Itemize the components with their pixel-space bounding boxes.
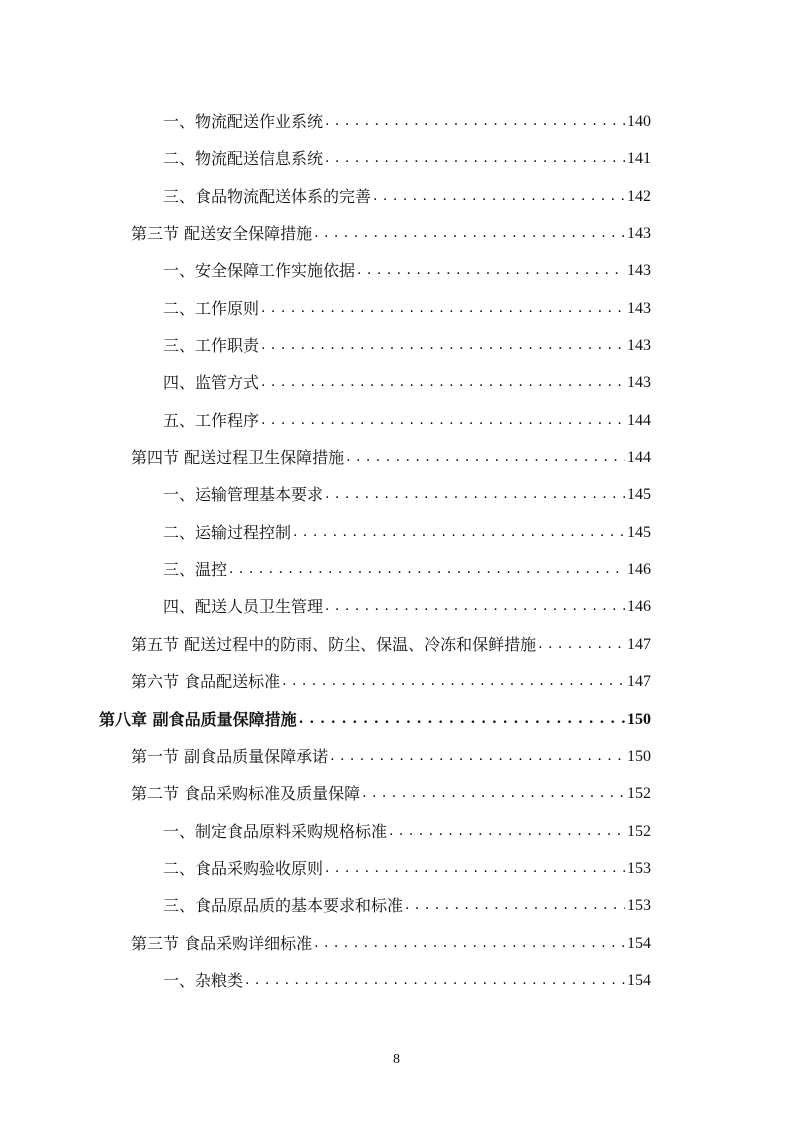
- toc-dot-leader: [330, 738, 625, 775]
- toc-dot-leader: [405, 887, 625, 924]
- toc-chapter-entry[interactable]: [0, 701, 651, 738]
- toc-entry-title: 一、制定食品原料采购规格标准: [163, 821, 388, 841]
- toc-dot-leader: [261, 290, 625, 327]
- toc-entry-title: 三、食品物流配送体系的完善: [163, 186, 372, 206]
- toc-entry-title: 第四节 配送过程卫生保障措施: [131, 448, 345, 468]
- toc-dot-leader: [325, 476, 625, 513]
- toc-dot-leader: [229, 551, 625, 588]
- toc-dot-leader: [261, 402, 625, 439]
- toc-dot-leader: [346, 439, 625, 476]
- toc-entry-title: 一、安全保障工作实施依据: [163, 261, 356, 281]
- toc-item-entry[interactable]: [0, 103, 651, 140]
- toc-entry-page: 146: [627, 598, 651, 616]
- toc-dot-leader: [282, 663, 625, 700]
- toc-dot-leader: [325, 588, 625, 625]
- toc-entry-title: 三、工作职责: [163, 336, 260, 356]
- toc-entry-title: 一、物流配送作业系统: [163, 112, 324, 131]
- toc-section-entry[interactable]: [0, 626, 651, 663]
- toc-dot-leader: [362, 775, 625, 812]
- toc-entry-page: 143: [627, 225, 651, 243]
- toc-item-entry[interactable]: [0, 887, 651, 924]
- toc-entry-page: 142: [627, 187, 651, 205]
- toc-entry-page: 153: [627, 859, 651, 877]
- toc-entry-title: 第二节 食品采购标准及质量保障: [131, 784, 361, 804]
- toc-item-entry[interactable]: [0, 252, 651, 289]
- toc-dot-leader: [325, 140, 625, 177]
- toc-item-entry[interactable]: [0, 140, 651, 177]
- toc-entry-page: 154: [627, 971, 651, 989]
- toc-entry-title: 一、运输管理基本要求: [163, 485, 324, 505]
- toc-entry-page: 144: [627, 411, 651, 429]
- toc-item-entry[interactable]: [0, 402, 651, 439]
- toc-item-entry[interactable]: [0, 290, 651, 327]
- toc-entry-title: 第一节 副食品质量保障承诺: [131, 746, 329, 766]
- toc-entry-page: 141: [627, 150, 651, 168]
- toc-section-entry[interactable]: [0, 439, 651, 476]
- toc-dot-leader: [293, 514, 625, 551]
- toc-section-entry[interactable]: [0, 663, 651, 700]
- toc-entry-title: 二、工作原则: [163, 298, 260, 318]
- toc-item-entry[interactable]: [0, 850, 651, 887]
- page-number: 8: [393, 1052, 400, 1067]
- toc-dot-leader: [538, 626, 625, 663]
- toc-entry-page: 145: [627, 523, 651, 541]
- toc-entry-title: 第六节 食品配送标准: [131, 672, 281, 692]
- toc-dot-leader: [373, 178, 625, 215]
- toc-item-entry[interactable]: [0, 364, 651, 401]
- toc-item-entry[interactable]: [0, 178, 651, 215]
- toc-entry-title: 第五节 配送过程中的防雨、防尘、保温、冷冻和保鲜措施: [131, 634, 537, 654]
- toc-item-entry[interactable]: [0, 514, 651, 551]
- toc-dot-leader: [325, 103, 625, 140]
- toc-item-entry[interactable]: [0, 551, 651, 588]
- toc-dot-leader: [314, 925, 625, 962]
- toc-entry-page: 152: [627, 822, 651, 840]
- toc-dot-leader: [245, 962, 625, 999]
- toc-entry-page: 154: [627, 934, 651, 952]
- toc-item-entry[interactable]: [0, 476, 651, 513]
- toc-entry-title: 一、杂粮类: [163, 970, 244, 990]
- table-of-contents: [0, 103, 793, 999]
- toc-entry-page: 144: [627, 449, 651, 467]
- toc-entry-title: 第八章 副食品质量保障措施: [99, 709, 297, 729]
- toc-entry-page: 153: [627, 897, 651, 915]
- toc-entry-title: 第三节 配送安全保障措施: [131, 224, 313, 244]
- toc-dot-leader: [357, 252, 625, 289]
- toc-entry-title: 二、食品采购验收原则: [163, 858, 324, 878]
- toc-dot-leader: [325, 850, 625, 887]
- toc-entry-page: 146: [627, 561, 651, 579]
- toc-entry-page: 143: [627, 262, 651, 280]
- toc-dot-leader: [299, 701, 625, 738]
- toc-entry-title: 二、运输过程控制: [163, 522, 292, 542]
- toc-entry-page: 147: [627, 673, 651, 691]
- toc-entry-title: 三、温控: [163, 560, 228, 580]
- toc-entry-page: 143: [627, 299, 651, 317]
- toc-entry-title: 四、监管方式: [163, 373, 260, 393]
- toc-entry-title: 四、配送人员卫生管理: [163, 597, 324, 617]
- toc-section-entry[interactable]: [0, 215, 651, 252]
- toc-item-entry[interactable]: [0, 962, 651, 999]
- toc-entry-page: 143: [627, 337, 651, 355]
- toc-item-entry[interactable]: [0, 327, 651, 364]
- toc-entry-page: 147: [627, 635, 651, 653]
- toc-entry-page: 150: [627, 710, 651, 728]
- toc-entry-page: 143: [627, 374, 651, 392]
- toc-dot-leader: [389, 813, 625, 850]
- toc-dot-leader: [314, 215, 625, 252]
- toc-dot-leader: [261, 327, 625, 364]
- toc-section-entry[interactable]: [0, 925, 651, 962]
- toc-item-entry[interactable]: [0, 588, 651, 625]
- toc-entry-title: 二、物流配送信息系统: [163, 149, 324, 169]
- toc-entry-page: 150: [627, 747, 651, 765]
- toc-item-entry[interactable]: [0, 813, 651, 850]
- toc-entry-title: 三、食品原品质的基本要求和标准: [163, 896, 404, 916]
- toc-section-entry[interactable]: [0, 738, 651, 775]
- toc-entry-page: 140: [627, 113, 651, 130]
- toc-entry-title: 五、工作程序: [163, 410, 260, 430]
- toc-dot-leader: [261, 364, 625, 401]
- toc-entry-page: 145: [627, 486, 651, 504]
- toc-entry-title: 第三节 食品采购详细标准: [131, 933, 313, 953]
- toc-entry-page: 152: [627, 785, 651, 803]
- toc-section-entry[interactable]: [0, 775, 651, 812]
